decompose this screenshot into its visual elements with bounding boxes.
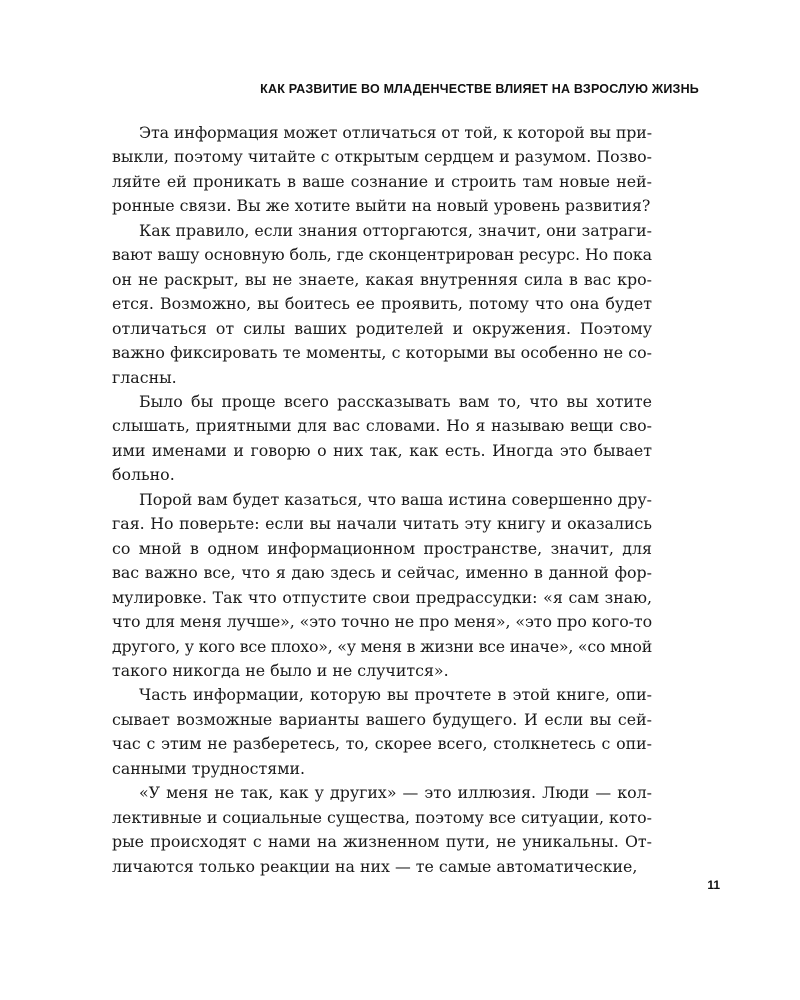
text-line: что для меня лучше», «это точно не про меня», «это про кого-то bbox=[112, 612, 653, 632]
text-line: мулировке. Так что отпустите свои предрассудки: «я сам знаю, bbox=[112, 587, 652, 607]
paragraph bbox=[112, 683, 652, 781]
text-line: Эта информация может отличаться от той, к которой вы при- bbox=[139, 123, 652, 142]
text-line: слышать, приятными для вас словами. Но я называю вещи сво- bbox=[112, 416, 652, 436]
text-line: рые происходят с нами на жизненном пути, не уникальны. От- bbox=[112, 832, 652, 852]
text-line: лективные и социальные существа, поэтому все ситуации, кото- bbox=[112, 807, 652, 827]
text-line: выкли, поэтому читайте с открытым сердцем и разумом. Позво- bbox=[112, 147, 652, 167]
text-line: со мной в одном информационном пространстве, значит, для bbox=[112, 538, 652, 558]
text-line: санными трудностями. bbox=[112, 758, 306, 778]
text-line: гласны. bbox=[112, 367, 177, 387]
text-line: он не раскрыт, вы не знаете, какая внутренняя сила в вас кро- bbox=[112, 269, 652, 289]
running-head: КАК РАЗВИТИЕ ВО МЛАДЕНЧЕСТВЕ ВЛИЯЕТ НА ВЗРОСЛУЮ ЖИЗНЬ bbox=[260, 82, 699, 96]
text-line: гая. Но поверьте: если вы начали читать эту книгу и оказались bbox=[112, 514, 652, 534]
text-line: Было бы проще всего рассказывать вам то, что вы хотите bbox=[139, 391, 652, 411]
text-line: ронные связи. Вы же хотите выйти на новый уровень развития? bbox=[112, 196, 651, 216]
text-line: личаются только реакции на них — те самые автоматические, bbox=[112, 856, 638, 876]
text-line: ими именами и говорю о них так, как есть. Иногда это бывает bbox=[112, 440, 652, 460]
paragraph bbox=[112, 488, 652, 684]
paragraph bbox=[112, 219, 652, 390]
text-line: другого, у кого все плохо», «у меня в жизни все иначе», «со мной bbox=[112, 636, 653, 656]
paragraph bbox=[112, 781, 652, 879]
page-number: 11 bbox=[707, 878, 720, 892]
text-line: вают вашу основную боль, где сконцентрирован ресурс. Но пока bbox=[112, 245, 652, 265]
text-line: больно. bbox=[112, 465, 175, 485]
paragraph bbox=[112, 121, 652, 219]
text-line: вас важно все, что я даю здесь и сейчас, именно в данной фор- bbox=[112, 563, 652, 583]
text-line: «У меня не так, как у других» — это иллюзия. Люди — кол- bbox=[139, 783, 652, 803]
paragraph bbox=[112, 390, 652, 488]
text-line: Как правило, если знания отторгаются, значит, они затраги- bbox=[139, 220, 652, 240]
text-line: отличаться от силы ваших родителей и окружения. Поэтому bbox=[112, 318, 652, 338]
text-line: важно фиксировать те моменты, с которыми вы особенно не со- bbox=[112, 343, 652, 363]
text-line: час с этим не разберетесь, то, скорее всего, столкнетесь с опи- bbox=[112, 734, 652, 754]
text-line: сывает возможные варианты вашего будущего. И если вы сей- bbox=[112, 709, 652, 729]
text-line: ется. Возможно, вы боитесь ее проявить, потому что она будет bbox=[112, 294, 652, 314]
text-line: такого никогда не было и не случится». bbox=[112, 660, 449, 680]
text-line: ляйте ей проникать в ваше сознание и строить там новые ней- bbox=[112, 171, 652, 191]
text-line: Порой вам будет казаться, что ваша истина совершенно дру- bbox=[139, 489, 652, 509]
text-line: Часть информации, которую вы прочтете в этой книге, опи- bbox=[139, 685, 652, 705]
body-text bbox=[112, 121, 652, 879]
